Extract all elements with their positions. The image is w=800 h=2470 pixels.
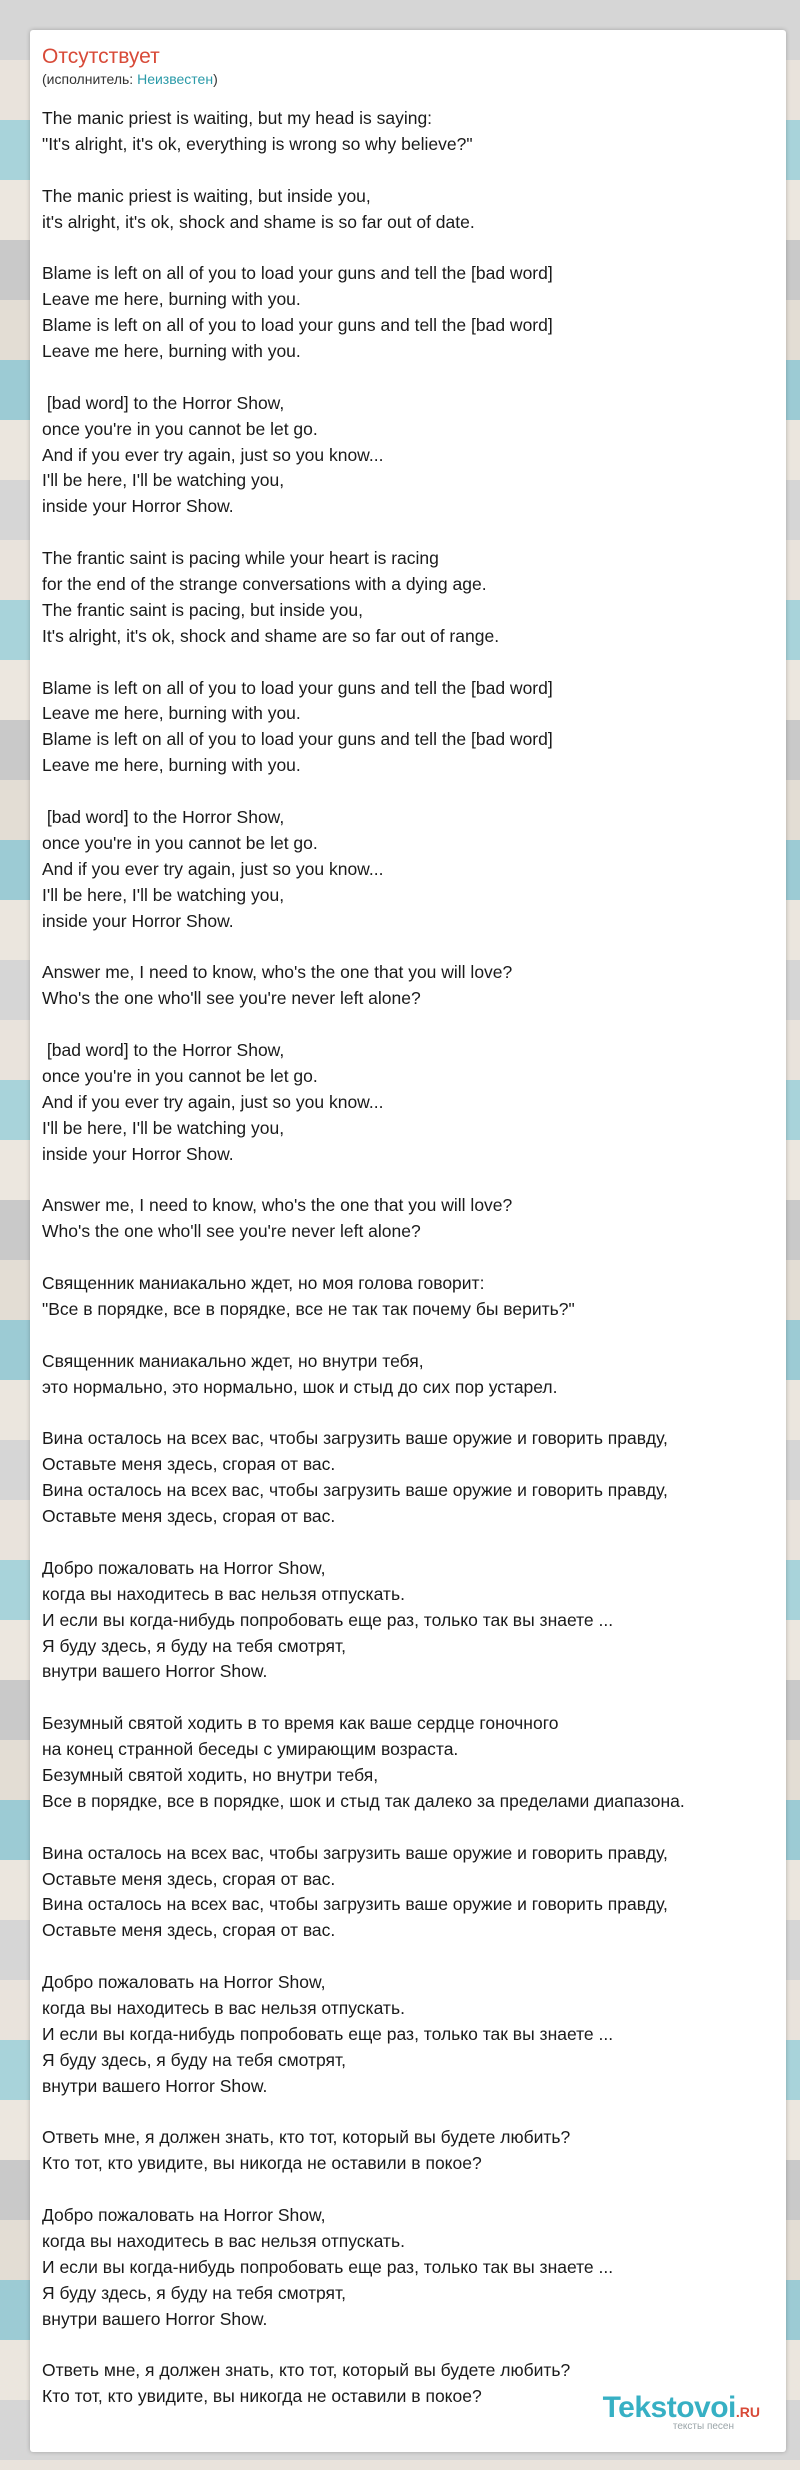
lyric-line: Оставьте меня здесь, сгорая от вас.: [42, 1454, 336, 1475]
performer-link[interactable]: Неизвестен: [137, 71, 214, 87]
performer-suffix: ): [213, 71, 218, 87]
lyrics-card: [30, 30, 786, 2452]
lyric-line: inside your Horror Show.: [42, 910, 234, 931]
lyric-line: Вина осталось на всех вас, чтобы загрузить ваше оружие и говорить правду,: [42, 1894, 668, 1915]
performer-line: [42, 70, 774, 88]
lyric-line: И если вы когда-нибудь попробовать еще раз, только так вы знаете ...: [42, 2256, 614, 2277]
lyric-line: когда вы находитесь в вас нельзя отпускать.: [42, 1998, 405, 2019]
lyric-line: [bad word] to the Horror Show,: [42, 807, 285, 828]
lyric-line: Безумный святой ходить в то время как ваше сердце гоночного: [42, 1713, 559, 1734]
lyric-line: [bad word] to the Horror Show,: [42, 392, 285, 413]
lyric-line: It's alright, it's ok, shock and shame are so far out of range.: [42, 625, 500, 646]
lyric-line: [42, 2100, 774, 2126]
lyric-line: Leave me here, burning with you.: [42, 289, 301, 310]
lyric-line: once you're in you cannot be let go.: [42, 832, 318, 853]
lyric-line: once you're in you cannot be let go.: [42, 1065, 318, 1086]
lyric-line: внутри вашего Horror Show.: [42, 2075, 268, 2096]
lyric-line: Ответь мне, я должен знать, кто тот, который вы будете любить?: [42, 2127, 571, 2148]
lyric-line: [42, 650, 774, 676]
lyric-line: [42, 779, 774, 805]
lyric-line: And if you ever try again, just so you know...: [42, 858, 384, 879]
lyric-line: [42, 1323, 774, 1349]
lyric-line: [42, 2333, 774, 2359]
lyric-line: I'll be here, I'll be watching you,: [42, 884, 285, 905]
lyric-line: Я буду здесь, я буду на тебя смотрят,: [42, 1635, 346, 1656]
lyric-line: [42, 1401, 774, 1427]
logo-tld: .RU: [735, 2404, 760, 2420]
lyric-line: внутри вашего Horror Show.: [42, 2308, 268, 2329]
lyric-line: The frantic saint is pacing, but inside you,: [42, 599, 364, 620]
lyric-line: это нормально, это нормально, шок и стыд до сих пор устарел.: [42, 1376, 558, 1397]
lyric-line: Blame is left on all of you to load your guns and tell the [bad word]: [42, 677, 553, 698]
lyric-line: I'll be here, I'll be watching you,: [42, 470, 285, 491]
lyric-line: The manic priest is waiting, but inside you,: [42, 185, 371, 206]
lyric-line: [42, 235, 774, 261]
lyric-line: Answer me, I need to know, who's the one that you will love?: [42, 1195, 513, 1216]
lyric-line: Я буду здесь, я буду на тебя смотрят,: [42, 2282, 346, 2303]
lyric-line: на конец странной беседы с умирающим возраста.: [42, 1739, 459, 1760]
lyric-line: Добро пожаловать на Horror Show,: [42, 2205, 326, 2226]
lyric-line: Вина осталось на всех вас, чтобы загрузить ваше оружие и говорить правду,: [42, 1480, 668, 1501]
lyric-line: [42, 1944, 774, 1970]
lyric-line: [42, 1168, 774, 1194]
lyric-line: The frantic saint is pacing while your heart is racing: [42, 548, 439, 569]
lyric-line: Оставьте меня здесь, сгорая от вас.: [42, 1506, 336, 1527]
lyric-line: Священник маниакально ждет, но внутри тебя,: [42, 1350, 424, 1371]
lyric-line: for the end of the strange conversations with a dying age.: [42, 574, 487, 595]
lyric-line: Ответь мне, я должен знать, кто тот, который вы будете любить?: [42, 2360, 571, 2381]
lyric-line: [42, 1245, 774, 1271]
lyric-line: And if you ever try again, just so you know...: [42, 444, 384, 465]
lyric-line: Оставьте меня здесь, сгорая от вас.: [42, 1868, 336, 1889]
lyric-line: inside your Horror Show.: [42, 1143, 234, 1164]
lyric-line: Вина осталось на всех вас, чтобы загрузить ваше оружие и говорить правду,: [42, 1842, 668, 1863]
lyric-line: Вина осталось на всех вас, чтобы загрузить ваше оружие и говорить правду,: [42, 1428, 668, 1449]
lyric-line: I'll be here, I'll be watching you,: [42, 1117, 285, 1138]
lyric-line: inside your Horror Show.: [42, 496, 234, 517]
lyric-line: Leave me here, burning with you.: [42, 341, 301, 362]
lyric-line: Who's the one who'll see you're never left alone?: [42, 988, 421, 1009]
lyric-line: Добро пожаловать на Horror Show,: [42, 1972, 326, 1993]
lyric-line: And if you ever try again, just so you know...: [42, 1091, 384, 1112]
lyric-line: Leave me here, burning with you.: [42, 703, 301, 724]
lyric-line: Кто тот, кто увидите, вы никогда не оставили в покое?: [42, 2153, 482, 2174]
lyric-line: Leave me here, burning with you.: [42, 755, 301, 776]
lyric-line: [42, 158, 774, 184]
lyric-line: Who's the one who'll see you're never left alone?: [42, 1221, 421, 1242]
lyric-line: Answer me, I need to know, who's the one that you will love?: [42, 962, 513, 983]
lyric-line: [42, 365, 774, 391]
logo-name: Tekstovoi: [602, 2391, 736, 2424]
lyric-line: [42, 520, 774, 546]
logo-tagline: тексты песен: [672, 2421, 734, 2432]
lyric-line: Blame is left on all of you to load your guns and tell the [bad word]: [42, 729, 553, 750]
lyric-line: внутри вашего Horror Show.: [42, 1661, 268, 1682]
lyric-line: [42, 935, 774, 961]
lyric-line: "Все в порядке, все в порядке, все не так так почему бы верить?": [42, 1298, 575, 1319]
lyric-line: "It's alright, it's ok, everything is wrong so why believe?": [42, 133, 473, 154]
lyric-line: когда вы находитесь в вас нельзя отпускать.: [42, 1583, 405, 1604]
lyric-line: когда вы находитесь в вас нельзя отпускать.: [42, 2231, 405, 2252]
lyric-line: Blame is left on all of you to load your guns and tell the [bad word]: [42, 315, 553, 336]
lyric-line: И если вы когда-нибудь попробовать еще раз, только так вы знаете ...: [42, 2023, 614, 2044]
lyric-line: Безумный святой ходить, но внутри тебя,: [42, 1765, 379, 1785]
lyric-line: [42, 1815, 774, 1841]
lyric-line: [42, 1530, 774, 1556]
lyric-line: Кто тот, кто увидите, вы никогда не оставили в покое?: [42, 2386, 482, 2407]
song-header: [30, 30, 786, 88]
lyric-line: Оставьте меня здесь, сгорая от вас.: [42, 1920, 336, 1941]
lyric-line: it's alright, it's ok, shock and shame is so far out of date.: [42, 211, 475, 232]
lyric-line: Blame is left on all of you to load your guns and tell the [bad word]: [42, 263, 553, 284]
lyric-line: [bad word] to the Horror Show,: [42, 1040, 285, 1061]
lyric-line: [42, 1685, 774, 1711]
lyric-line: once you're in you cannot be let go.: [42, 418, 318, 439]
lyric-line: Священник маниакально ждет, но моя голова говорит:: [42, 1273, 485, 1294]
lyric-line: И если вы когда-нибудь попробовать еще раз, только так вы знаете ...: [42, 1609, 614, 1630]
lyric-line: The manic priest is waiting, but my head is saying:: [42, 108, 433, 128]
lyric-line: [42, 1012, 774, 1038]
performer-prefix: (исполнитель:: [42, 71, 138, 87]
lyric-line: Я буду здесь, я буду на тебя смотрят,: [42, 2049, 346, 2070]
lyric-line: Все в порядке, все в порядке, шок и стыд так далеко за пределами диапазона.: [42, 1790, 685, 1811]
lyric-line: [42, 2177, 774, 2203]
lyrics-text: [42, 106, 774, 2410]
song-title: Отсутствует: [42, 45, 160, 68]
lyric-line: Добро пожаловать на Horror Show,: [42, 1557, 326, 1578]
site-logo[interactable]: [603, 2391, 760, 2432]
